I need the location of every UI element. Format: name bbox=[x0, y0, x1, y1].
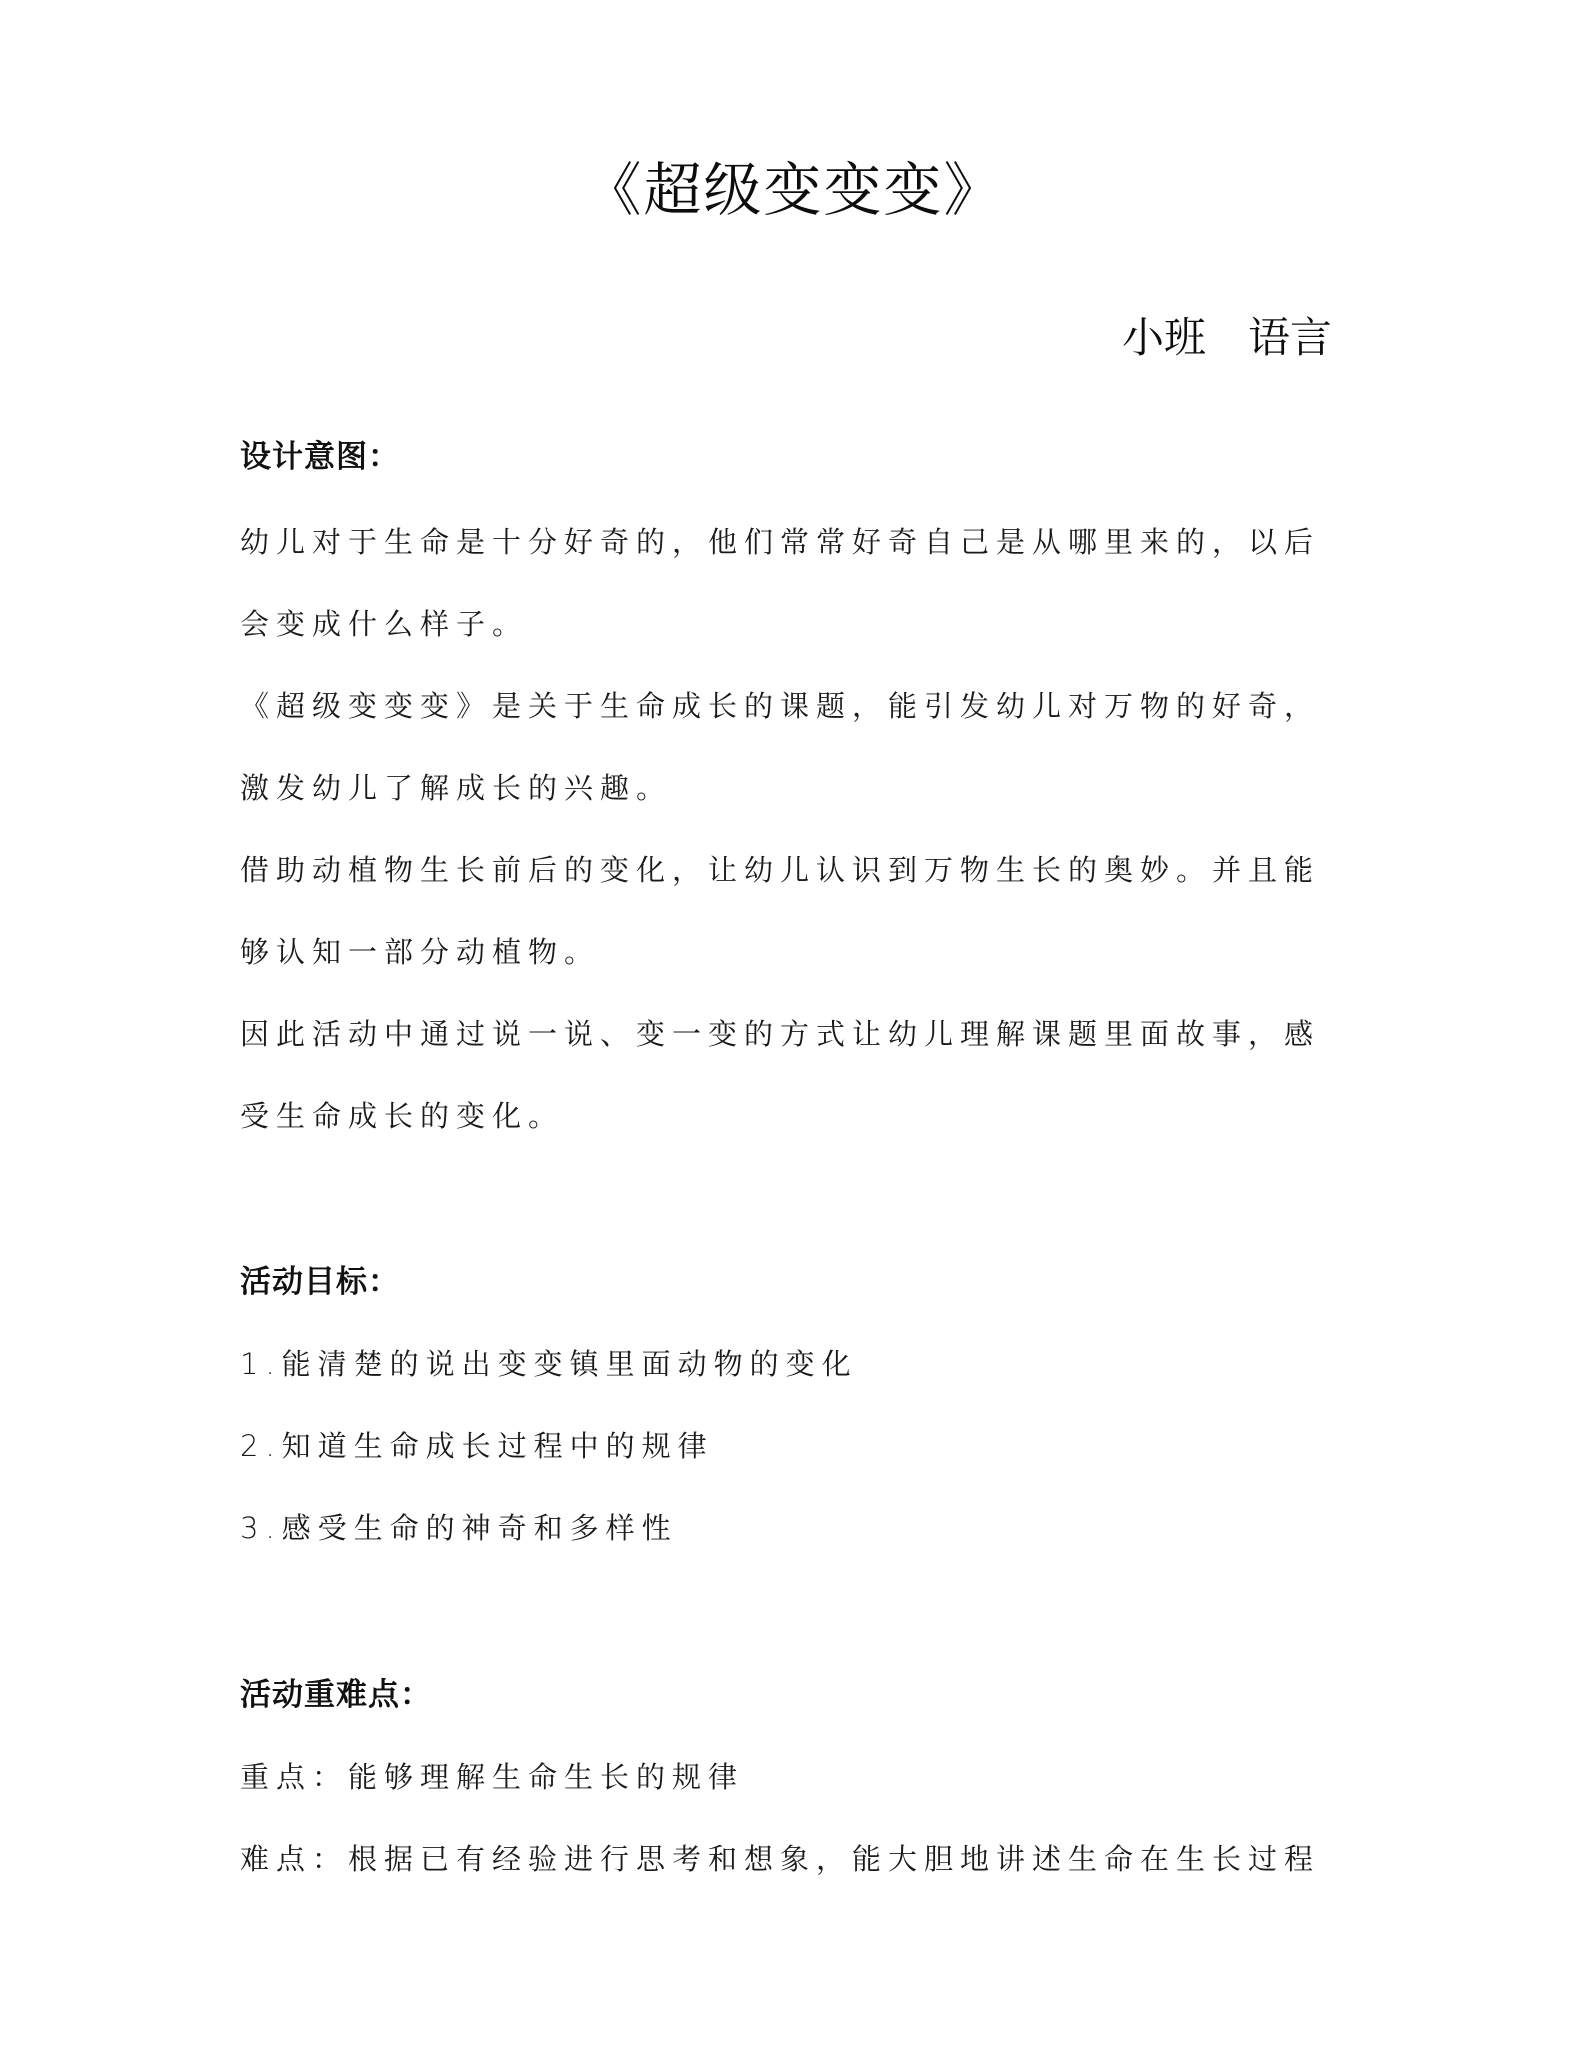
document-subtitle: 小班 语言 bbox=[1121, 313, 1332, 362]
paragraph-line: 因此活动中通过说一说、变一变的方式让幼儿理解课题里面故事，感 bbox=[240, 1017, 1321, 1051]
goal-item: 1.能清楚的说出变变镇里面动物的变化 bbox=[240, 1347, 858, 1381]
section-heading-key-points: 活动重难点： bbox=[240, 1677, 432, 1713]
paragraph-line: 会变成什么样子。 bbox=[240, 607, 529, 641]
document-title: 《超级变变变》 bbox=[583, 156, 1004, 224]
paragraph-line: 《超级变变变》是关于生命成长的课题，能引发幼儿对万物的好奇， bbox=[240, 689, 1321, 723]
paragraph-line: 借助动植物生长前后的变化，让幼儿认识到万物生长的奥妙。并且能 bbox=[240, 853, 1321, 887]
key-point-line: 难点：根据已有经验进行思考和想象，能大胆地讲述生命在生长过程 bbox=[240, 1842, 1321, 1876]
section-heading-goals: 活动目标： bbox=[240, 1264, 400, 1300]
paragraph-line: 受生命成长的变化。 bbox=[240, 1099, 565, 1133]
paragraph-line: 够认知一部分动植物。 bbox=[240, 935, 601, 969]
goal-item: 2.知道生命成长过程中的规律 bbox=[240, 1429, 714, 1463]
key-point-line: 重点：能够理解生命生长的规律 bbox=[240, 1760, 745, 1794]
paragraph-line: 激发幼儿了解成长的兴趣。 bbox=[240, 771, 673, 805]
goal-item: 3.感受生命的神奇和多样性 bbox=[240, 1511, 678, 1545]
paragraph-line: 幼儿对于生命是十分好奇的，他们常常好奇自己是从哪里来的，以后 bbox=[240, 525, 1321, 559]
section-heading-design-intent: 设计意图： bbox=[240, 439, 400, 475]
